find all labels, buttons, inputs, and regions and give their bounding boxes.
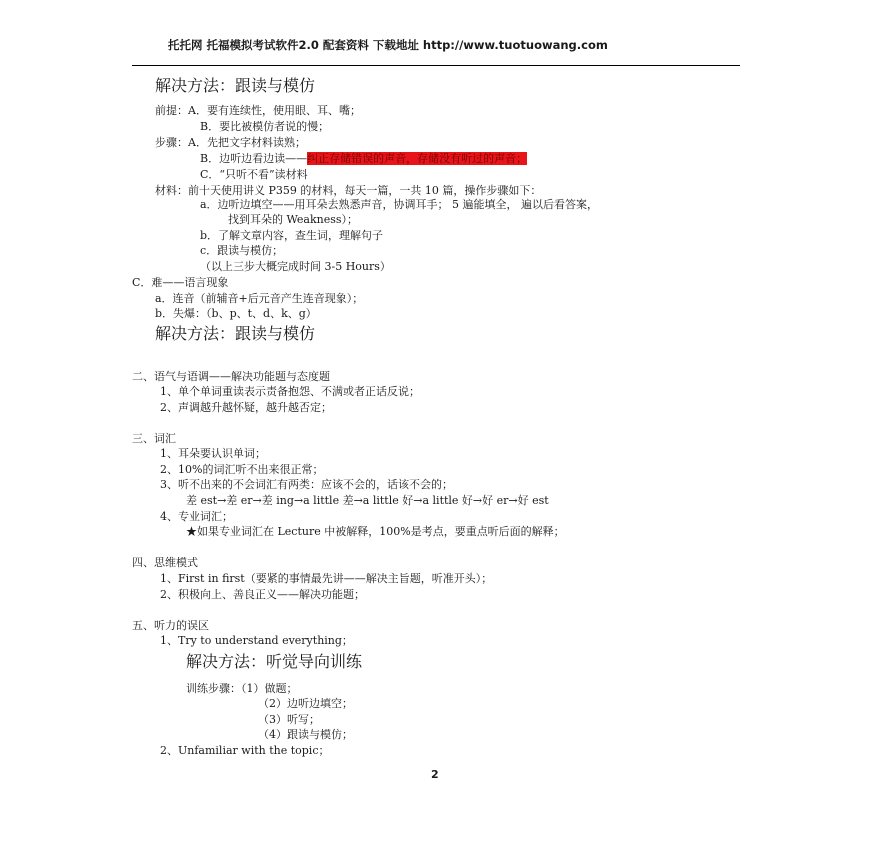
text-line: 1、单个单词重读表示责备抱怨、不满或者正话反说； <box>160 385 420 398</box>
text-line: B．要比被模仿者说的慢； <box>200 120 330 133</box>
text-line: b．了解文章内容，查生词，理解句子 <box>200 229 384 242</box>
text-line: C．“只听不看”读材料 <box>200 168 308 181</box>
method-heading-1: 解决方法：跟读与模仿 <box>155 76 316 95</box>
text-line: 差 est→差 er→差 ing→a little 差→a little 好→a little 好→好 er→好 est <box>186 494 549 507</box>
text-line: a．边听边填空——用耳朵去熟悉声音，协调耳手； 5 遍能填全， 遍以后看答案， <box>200 198 599 211</box>
text-line: 1、Try to understand everything； <box>160 634 353 647</box>
text-line: 步骤：A．先把文字材料读熟； <box>155 136 306 149</box>
text-line: 训练步骤：（1）做题； <box>186 682 298 695</box>
text-line: a．连音（前辅音+后元音产生连音现象）； <box>155 292 364 305</box>
text-line: （3）听写； <box>258 713 320 726</box>
section-heading: 五、听力的误区 <box>132 619 209 632</box>
text-line <box>200 152 527 166</box>
text-line: 2、积极向上、善良正义——解决功能题； <box>160 588 365 601</box>
text-line: ★如果专业词汇在 Lecture 中被解释，100%是考点，要重点听后面的解释； <box>186 525 565 538</box>
method-heading-3: 解决方法：听觉导向训练 <box>186 652 363 671</box>
text-line: 找到耳朵的 Weakness）； <box>228 213 359 226</box>
text-line: 1、First in first（要紧的事情最先讲——解决主旨题，听准开头）； <box>160 572 493 585</box>
section-heading: 二、语气与语调——解决功能题与态度题 <box>132 370 330 383</box>
text-line: C．难——语言现象 <box>132 276 229 289</box>
text-line: 1、耳朵要认识单词； <box>160 447 266 460</box>
header-rule <box>132 65 740 66</box>
text-line: （以上三步大概完成时间 3-5 Hours） <box>200 260 391 273</box>
page-number: 2 <box>431 768 439 781</box>
text-line: 前提：A．要有连续性，使用眼、耳、嘴； <box>155 104 361 117</box>
text-line: 2、声调越升越怀疑，越升越否定； <box>160 401 332 414</box>
section-heading: 三、词汇 <box>132 432 176 445</box>
text-segment: B．边听边看边读—— <box>200 152 308 165</box>
text-line: 2、Unfamiliar with the topic； <box>160 744 330 757</box>
text-line: 2、10%的词汇听不出来很正常； <box>160 463 324 476</box>
text-line: 4、专业词汇； <box>160 510 233 523</box>
text-line: 3、听不出来的不会词汇有两类：应该不会的，话该不会的； <box>160 478 453 491</box>
method-heading-2: 解决方法：跟读与模仿 <box>155 324 316 343</box>
text-line: c．跟读与模仿； <box>200 244 284 257</box>
text-line: b．失爆：（b、p、t、d、k、g） <box>155 307 317 320</box>
page-header: 托托网 托福模拟考试软件2.0 配套资料 下载地址 http://www.tuotuowang.com <box>168 38 608 52</box>
section-heading: 四、思维模式 <box>132 556 198 569</box>
text-line: （4）跟读与模仿； <box>258 728 353 741</box>
text-line: 材料：前十天使用讲义 P359 的材料，每天一篇，一共 10 篇，操作步骤如下： <box>155 184 542 197</box>
highlighted-text: 纠正存储错误的声音，存储没有听过的声音； <box>307 152 528 165</box>
text-line: （2）边听边填空； <box>258 697 353 710</box>
